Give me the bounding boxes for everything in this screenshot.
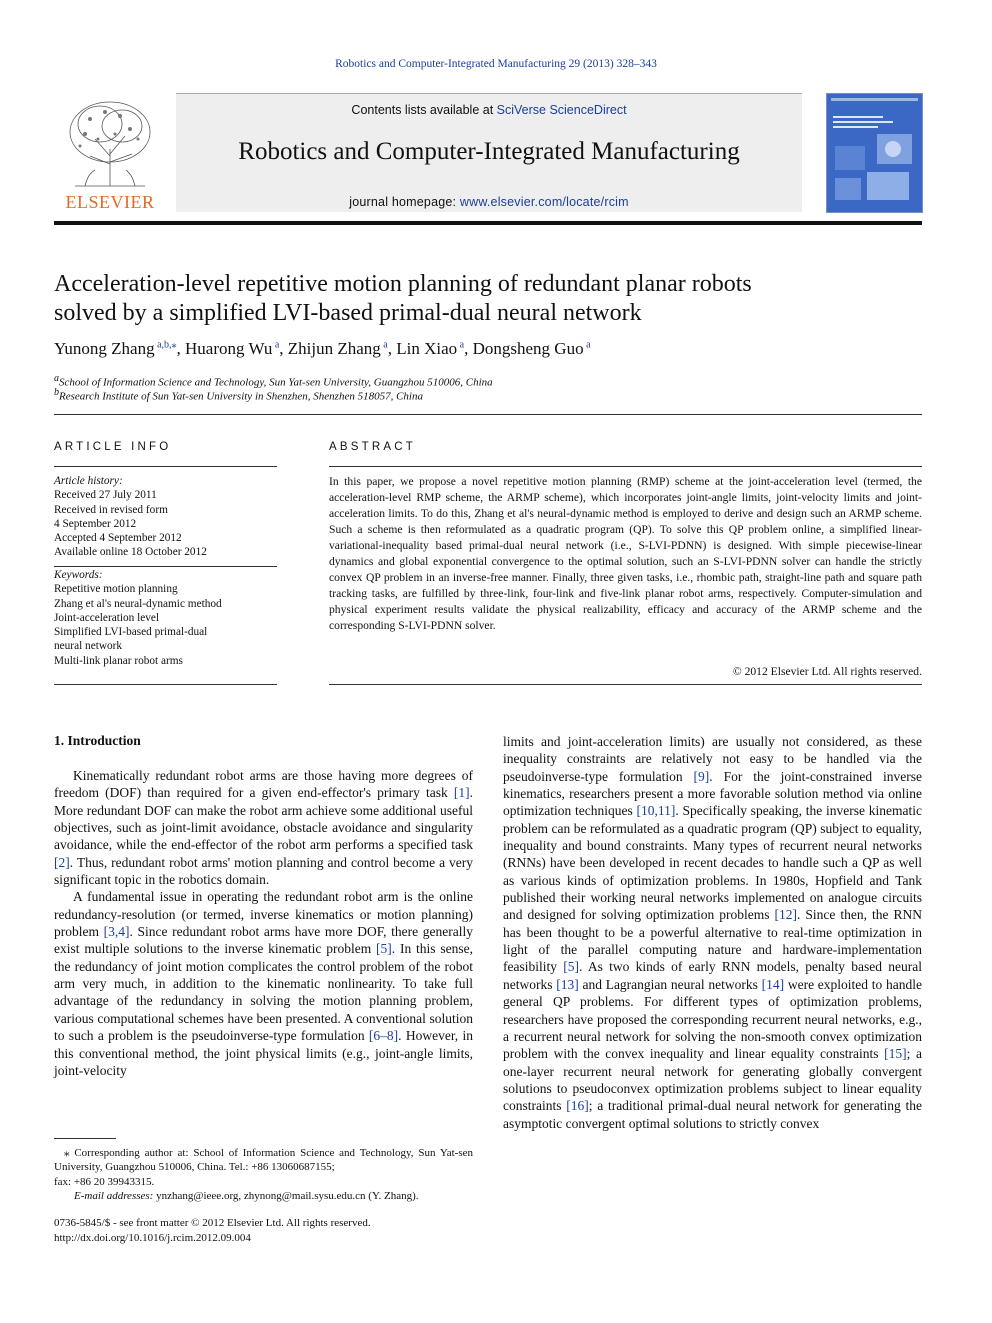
keyword-item: Joint-acceleration level bbox=[54, 611, 160, 624]
title-line-2: solved by a simplified LVI-based primal-dual neural network bbox=[54, 300, 642, 326]
affiliation-b bbox=[54, 387, 423, 403]
keyword-item: Multi-link planar robot arms bbox=[54, 654, 183, 667]
citation-link[interactable]: [5] bbox=[376, 941, 392, 957]
author-affiliation-mark[interactable]: a bbox=[457, 339, 465, 351]
sciencedirect-link[interactable]: SciVerse ScienceDirect bbox=[496, 103, 627, 117]
author-affiliation-mark[interactable]: a bbox=[380, 339, 388, 351]
citation-link[interactable]: [6–8] bbox=[368, 1028, 399, 1044]
history-item: Received in revised form bbox=[54, 503, 168, 516]
author-name: Zhijun Zhang bbox=[287, 339, 381, 358]
history-item: Received 27 July 2011 bbox=[54, 489, 157, 502]
keywords-label: Keywords: bbox=[54, 569, 103, 581]
affiliation-text: School of Information Science and Technology, Sun Yat-sen University, Guangzhou 510006, China bbox=[59, 376, 493, 389]
body-paragraph: Kinematically redundant robot arms are those having more degrees of freedom (DOF) than required for a given end-effector's primary task [1]. More redundant DOF can make the robot arm achieve some additional useful objectives, such as joint-limit avoidance, obstacle avoidance and singularity avoidance, while the end-effector of the robot arm performs a specified task [2]. Thus, redundant robot arms' motion planning and control become a very significant topic in the robotics domain. bbox=[54, 768, 473, 888]
history-item: Accepted 4 September 2012 bbox=[54, 532, 182, 545]
abstract-text: In this paper, we propose a novel repetitive motion planning (RMP) scheme at the joint-acceleration level (termed, the acceleration-level RMP scheme, the ARMP scheme), which incorporates joint-angle limits, joint-velocity limits and joint-acceleration limits. To do this, Zhang et al's neural-dynamic method is employed to derive and design such an ARMP scheme. Such a scheme is then reformulated as a quadratic program (QP). To solve this QP problem online, a simplified linear-variational-inequality based primal-dual neural network (i.e., S-LVI-PDNN) is designed. With simple piecewise-linear dynamics and global exponential convergence to the optimal solution, such an S-LVI-PDNN solver can handle the strictly convex QP problem in an inverse-free manner. Finally, three given tasks, i.e., rhombic path, straight-line path and square path tracking tasks, are fulfilled by three-link, four-link and five-link planar robot arms, respectively. Computer-simulation and physical experiment results validate the physical realizability, efficacy and accuracy of the ARMP scheme and the corresponding S-LVI-PDNN solver. bbox=[329, 475, 922, 632]
footnote bbox=[54, 1146, 473, 1203]
cover-art-icon bbox=[827, 94, 922, 212]
author-list: Yunong Zhang $^{a,b,⁎}$, Huarong Wu $^a$, Zhijun Zhang $^a$, Lin Xiao $^a$, Dongsheng Guo $^a$ bbox=[54, 339, 591, 358]
contents-line bbox=[176, 103, 802, 117]
author-name: Lin Xiao bbox=[396, 339, 458, 358]
abstract-heading: ABSTRACT bbox=[329, 441, 416, 453]
citation-link[interactable]: [12] bbox=[774, 907, 797, 923]
elsevier-logo bbox=[54, 94, 166, 214]
citation-link[interactable]: [5] bbox=[563, 959, 579, 975]
contents-prefix: Contents lists available at bbox=[351, 103, 497, 117]
footer-doi[interactable]: http://dx.doi.org/10.1016/j.rcim.2012.09.004 bbox=[54, 1231, 251, 1244]
keyword-item: Repetitive motion planning bbox=[54, 583, 178, 596]
citation-link[interactable]: [10,11] bbox=[636, 803, 676, 819]
footnote-emails[interactable]: ynzhang@ieee.org, zhynong@mail.sysu.edu.cn (Y. Zhang). bbox=[156, 1189, 419, 1202]
citation-link[interactable]: [14] bbox=[761, 976, 785, 992]
history-item: Available online 18 October 2012 bbox=[54, 546, 207, 559]
footnote-rule bbox=[54, 1138, 116, 1139]
keyword-item: neural network bbox=[54, 640, 123, 653]
paper-title bbox=[54, 270, 914, 328]
body-paragraph: limits and joint-acceleration limits) are usually not considered, as these inequality constraints are relatively not easy to be handled via the pseudoinverse-type formulation [9]. For the joint-constrained inverse kinematics, researchers present a more favorable solution method via online optimization techniques [10,11]. Specifically speaking, the inverse kinematic problem can be reformulated as a quadratic program (QP) subject to equality, inequality and bound constraints. Many types of recurrent neural networks (RNNs) have been developed in recent decades to handle such a QP as well as various kinds of optimization problems. In 1980s, Hopfield and Tank published their working neural networks implemented on analogue circuits and designed for solving optimization problems [12]. Since then, the RNN has been thought to be a powerful alternative to real-time optimization in light of the parallel computing nature and hardware-implementation feasibility [5]. As two kinds of early RNN models, penalty based neural networks [13] and Lagrangian neural networks [14] were exploited to handle general QP problems. For different types of optimization problems, researchers have proposed the corresponding recurrent neural networks, e.g., a recurrent neural network for solving the non-smooth convex optimization problem with the convex inequality and linear equality constraints [15]; a one-layer recurrent neural network for generating globally convergent solutions to pseudoconvex optimization problems subject to linear equality constraints [16]; a traditional primal-dual neural network for generating the asymptotic convergent optimal solutions to strictly convex bbox=[503, 734, 923, 1131]
author-affiliation-mark[interactable]: a,b,⁎ bbox=[154, 339, 177, 351]
article-history bbox=[54, 474, 279, 560]
history-label: Article history: bbox=[54, 475, 123, 487]
affiliation-mark: b bbox=[54, 387, 59, 398]
abstract-rule bbox=[329, 466, 922, 467]
article-info-heading: ARTICLE INFO bbox=[54, 441, 172, 453]
author-name: Dongsheng Guo bbox=[472, 339, 584, 358]
author-name: Yunong Zhang bbox=[54, 339, 155, 358]
journal-cover-image[interactable] bbox=[826, 93, 923, 213]
author-name: Huarong Wu bbox=[185, 339, 273, 358]
footnote-corresponding: ⁎ Corresponding author at: School of Information Science and Technology, Sun Yat-sen University, Guangzhou 510006, China. Tel.: +86 13060687155; bbox=[54, 1147, 473, 1174]
footnote-fax: fax: +86 20 39943315. bbox=[54, 1175, 155, 1188]
body-column-right bbox=[503, 733, 922, 1132]
citation-link[interactable]: [9] bbox=[693, 768, 710, 784]
affiliation-text: Research Institute of Sun Yat-sen University in Shenzhen, Shenzhen 518057, China bbox=[59, 390, 423, 403]
homepage-line bbox=[176, 195, 802, 209]
affiliation-rule bbox=[54, 414, 922, 415]
info-rule bbox=[54, 566, 277, 567]
history-item: 4 September 2012 bbox=[54, 517, 137, 530]
elsevier-wordmark: ELSEVIER bbox=[65, 192, 155, 212]
body-column-left bbox=[54, 767, 473, 1079]
citation-link[interactable]: [1] bbox=[453, 785, 470, 801]
citation-link[interactable]: [13] bbox=[556, 976, 579, 992]
citation-link[interactable]: [15] bbox=[884, 1046, 907, 1062]
keyword-item: Simplified LVI-based primal-dual bbox=[54, 626, 208, 639]
homepage-prefix: journal homepage: bbox=[349, 195, 460, 209]
abstract-rule bbox=[329, 684, 922, 685]
citation-link[interactable]: [16] bbox=[566, 1098, 589, 1114]
citation-link[interactable]: [3,4] bbox=[103, 924, 130, 940]
body-paragraph: A fundamental issue in operating the redundant robot arm is the online redundancy-resolution (or termed, inverse kinematics or motion planning) problem [3,4]. Since redundant robot arms have more DOF, there generally exist multiple solutions to the inverse kinematic problem [5]. In this sense, the redundancy of joint motion complicates the control problem of the robot arm very much, in addition to the kinematic nonlinearity. To take full advantage of the redundancy in solving the motion planning problem, various computational schemes have been presented. A conventional solution to such a problem is the pseudoinverse-type formulation [6–8]. However, in this conventional method, the joint physical limits (e.g., joint-angle limits, joint-velocity bbox=[54, 889, 473, 1078]
footer bbox=[54, 1216, 371, 1245]
journal-reference[interactable]: Robotics and Computer-Integrated Manufacturing 29 (2013) 328–343 bbox=[335, 58, 657, 70]
keyword-item: Zhang et al's neural-dynamic method bbox=[54, 597, 222, 610]
info-rule bbox=[54, 466, 277, 467]
homepage-link[interactable]: www.elsevier.com/locate/rcim bbox=[459, 195, 629, 209]
footer-issn: 0736-5845/$ - see front matter © 2012 Elsevier Ltd. All rights reserved. bbox=[54, 1217, 371, 1229]
section-heading: 1. Introduction bbox=[54, 733, 141, 748]
header-rule bbox=[54, 221, 922, 225]
author-affiliation-mark[interactable]: a bbox=[272, 339, 280, 351]
footnote-email-label: E-mail addresses: bbox=[74, 1189, 154, 1202]
keywords bbox=[54, 568, 279, 668]
citation-link[interactable]: [2] bbox=[54, 854, 70, 870]
elsevier-tree-icon bbox=[60, 94, 160, 190]
title-line-1: Acceleration-level repetitive motion planning of redundant planar robots bbox=[54, 271, 752, 297]
journal-banner bbox=[176, 93, 802, 212]
copyright-notice: © 2012 Elsevier Ltd. All rights reserved. bbox=[732, 665, 922, 678]
journal-title: Robotics and Computer-Integrated Manufacturing bbox=[238, 138, 740, 165]
author-affiliation-mark[interactable]: a bbox=[583, 339, 591, 351]
affiliation-mark: a bbox=[54, 373, 59, 384]
info-rule bbox=[54, 684, 277, 685]
